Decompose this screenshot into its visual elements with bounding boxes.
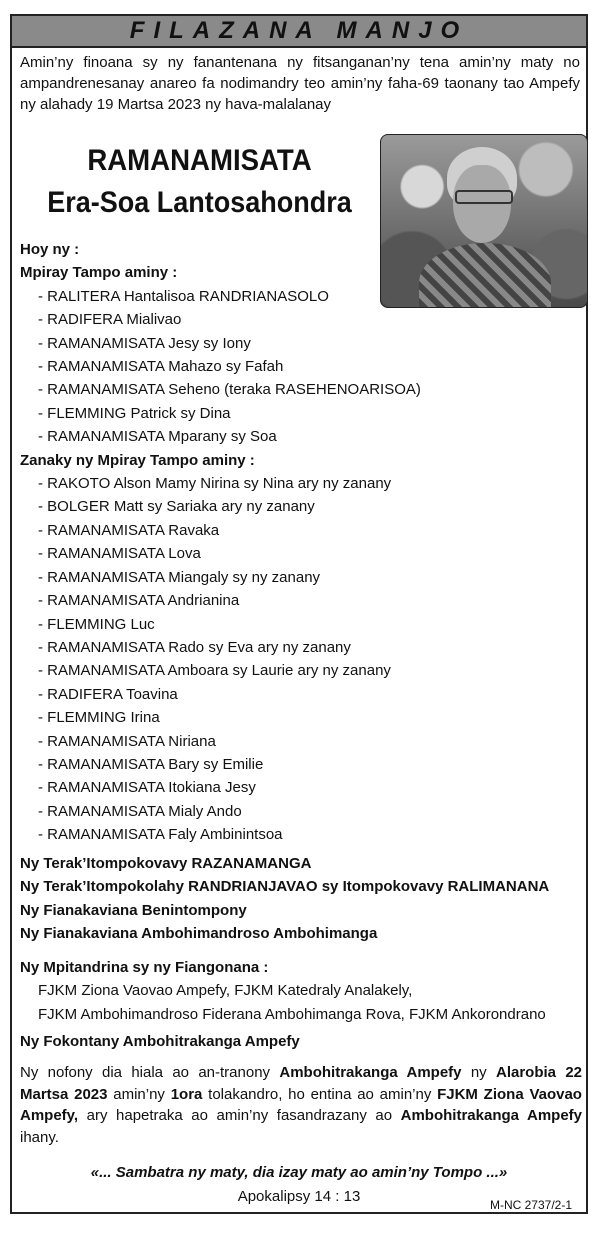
nephew-item: - RAMANAMISATA Lova [38, 545, 201, 563]
photo-face [453, 165, 511, 243]
nephew-item: - RAMANAMISATA Amboara sy Laurie ary ny zanany [38, 662, 391, 680]
church-heading: Ny Mpitandrina sy ny Fiangonana : [20, 959, 269, 976]
nephew-item: - RAMANAMISATA Faly Ambinintsoa [38, 826, 283, 844]
nephew-item: - RAMANAMISATA Ravaka [38, 521, 220, 539]
family-section [20, 238, 421, 847]
nephew-item: - RAMANAMISATA Niriana [38, 732, 216, 750]
nephew-item: - BOLGER Matt sy Sariaka ary ny zanany [38, 498, 315, 516]
church-line: FJKM Ambohimandroso Fiderana Ambohimanga Rova, FJKM Ankorondrano [38, 1005, 546, 1023]
notice-code: M-NC 2737/2-1 [489, 1198, 572, 1212]
sibling-item: - RALITERA Hantalisoa RANDRIANASOLO [38, 287, 329, 305]
nephew-item: - RAMANAMISATA Rado sy Eva ary ny zanany [38, 638, 351, 656]
nephews-heading: Zanaky ny Mpiray Tampo aminy : [20, 451, 255, 469]
burial-place: Ambohitrakanga Ampefy [279, 1064, 462, 1081]
bible-reference: Apokalipsy 14 : 13 [237, 1188, 361, 1205]
deceased-surname: RAMANAMISATA [87, 144, 312, 177]
nephew-item: - FLEMMING Luc [38, 615, 155, 633]
deceased-given-name: Era-Soa Lantosahondra [47, 186, 352, 219]
nephew-item: - RAKOTO Alson Mamy Nirina sy Nina ary ny zanany [38, 475, 392, 493]
nephew-item: - RADIFERA Toavina [38, 685, 178, 703]
nephew-item: - RAMANAMISATA Miangaly sy ny zanany [38, 568, 321, 586]
burial-text: Ny nofony dia hiala ao an-tranony [20, 1064, 280, 1081]
burial-paragraph [20, 1062, 582, 1148]
sibling-item: - RAMANAMISATA Mparany sy Soa [38, 428, 277, 446]
church-section [20, 956, 546, 1026]
relatives-line: Ny Fianakaviana Benintompony [20, 901, 247, 919]
burial-date: Alarobia 22 Martsa 2023 [20, 1064, 582, 1103]
sibling-item: - RAMANAMISATA Mahazo sy Fafah [38, 358, 284, 376]
relatives-line: Ny Fianakaviana Ambohimandroso Ambohimanga [20, 925, 378, 943]
notice-banner: FILAZANA MANJO [12, 16, 586, 48]
sibling-item: - FLEMMING Patrick sy Dina [38, 404, 231, 422]
bible-quote: «... Sambatra ny maty, dia izay maty ao amin’ny Tompo ...» [90, 1164, 508, 1181]
nephew-item: - FLEMMING Irina [38, 709, 160, 727]
burial-text: tolakandro, ho entina ao amin’ny [202, 1085, 438, 1103]
siblings-heading: Mpiray Tampo aminy : [20, 264, 178, 282]
sibling-item: - RAMANAMISATA Seheno (teraka RASEHENOARISOA) [38, 381, 421, 399]
nephew-item: - RAMANAMISATA Mialy Ando [38, 802, 242, 820]
relatives-line: Ny Terak’Itompokovavy RAZANAMANGA [20, 855, 312, 872]
burial-text: amin’ny [107, 1085, 171, 1103]
relatives-section [20, 852, 549, 946]
sibling-item: - RADIFERA Mialivao [38, 311, 182, 329]
burial-time: 1ora [170, 1085, 203, 1103]
relatives-line: Ny Terak’Itompokolahy RANDRIANJAVAO sy Itompokovavy RALIMANANA [20, 878, 550, 896]
nephew-item: - RAMANAMISATA Bary sy Emilie [38, 755, 264, 773]
photo-body [419, 243, 551, 308]
photo-glasses [455, 190, 513, 204]
burial-text: ny [461, 1064, 496, 1081]
church-line: FJKM Ziona Vaovao Ampefy, FJKM Katedraly Analakely, [38, 982, 413, 1000]
hoy-ny-label: Hoy ny : [20, 241, 80, 258]
burial-text: ary hapetraka ao amin’ny fasandrazany ao [78, 1107, 401, 1124]
burial-church: FJKM Ziona Vaovao Ampefy, [20, 1085, 582, 1124]
nephew-item: - RAMANAMISATA Andrianina [38, 592, 240, 610]
sibling-item: - RAMANAMISATA Jesy sy Iony [38, 334, 251, 352]
fokontany-line: Ny Fokontany Ambohitrakanga Ampefy [20, 1033, 300, 1050]
burial-cemetery: Ambohitrakanga Ampefy [400, 1107, 583, 1124]
nephew-item: - RAMANAMISATA Itokiana Jesy [38, 779, 256, 797]
obituary-notice [10, 14, 588, 1214]
intro-paragraph: Amin’ny finoana sy ny fanantenana ny fitsanganan’ny tena amin’ny maty no ampandrenesanay anareo fa nodimandry teo amin’ny faha-69 taonany tao Ampefy ny alahady 19 Martsa 2023 ny hava-malalanay [20, 54, 580, 113]
burial-text: ihany. [20, 1128, 59, 1146]
